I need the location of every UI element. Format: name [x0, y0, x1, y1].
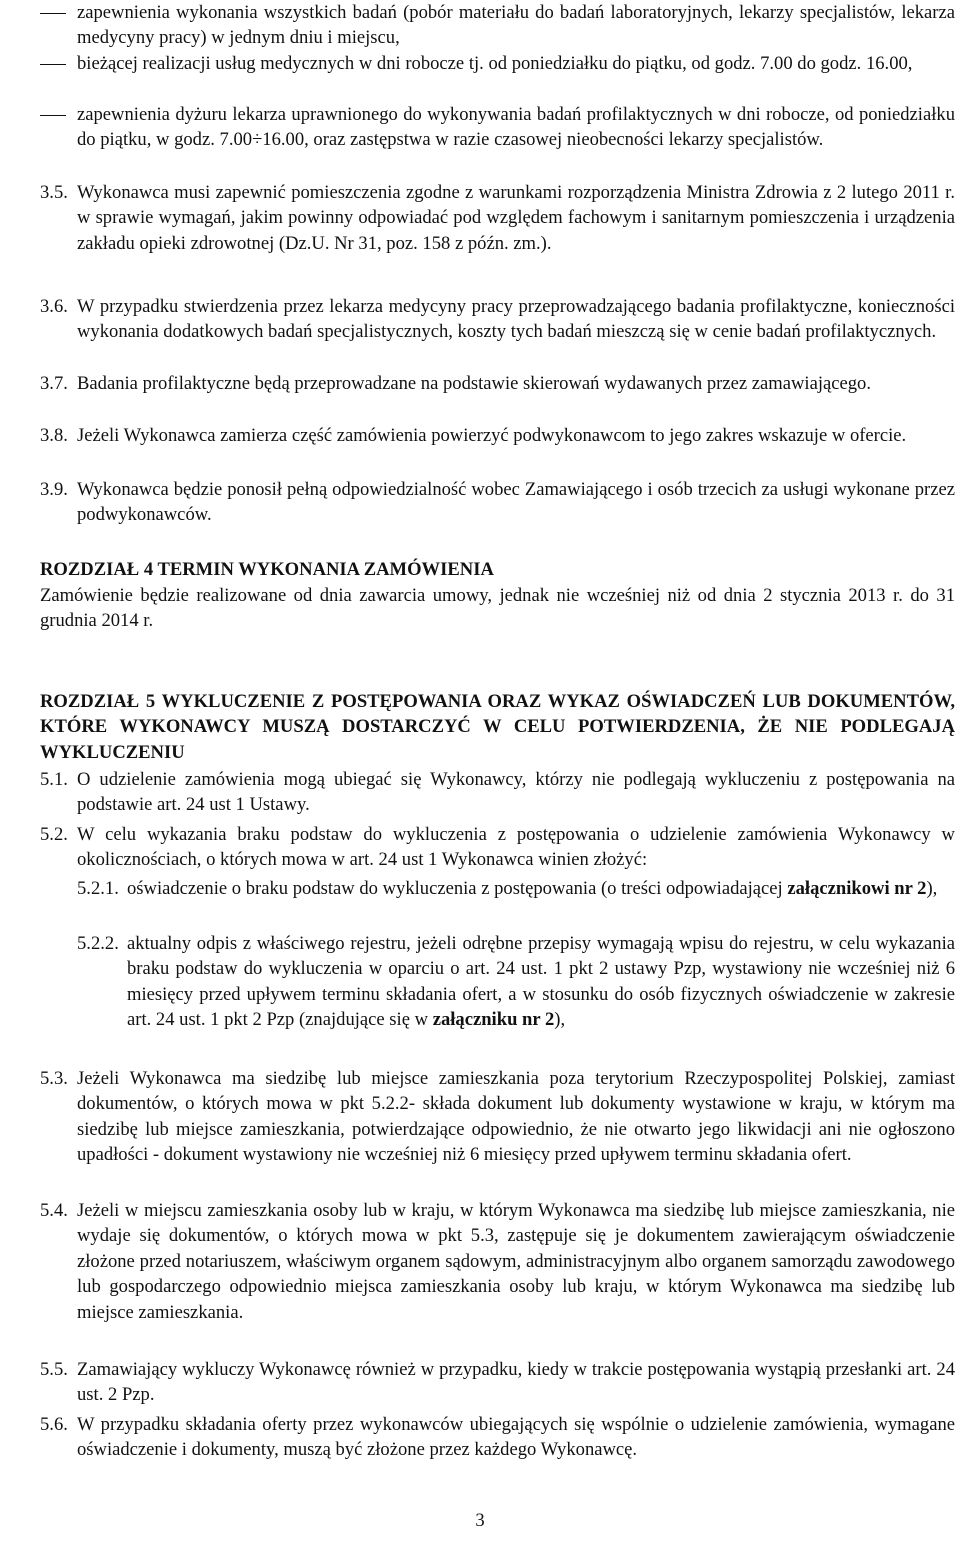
item-text-5-6: W przypadku składania oferty przez wykonawców ubiegających się wspólnie o udzielenie zamówienia, wymagane oświadczenie i dokumenty, muszą być złożone przez każdego Wykonawcę.	[77, 1414, 955, 1461]
bullet-item-1: zapewnienia wykonania wszystkich badań (pobór materiału do badań laboratoryjnych, lekarzy specjalistów, lekarza medycyny pracy) w jednym dniu i miejscu,	[77, 2, 955, 49]
item-text-5-5: Zamawiający wykluczy Wykonawcę również w przypadku, kiedy w trakcie postępowania wystąpią przesłanki art. 24 ust. 2 Pzp.	[77, 1359, 955, 1406]
chapter-5-title: ROZDZIAŁ 5 WYKLUCZENIE Z POSTĘPOWANIA ORAZ WYKAZ OŚWIADCZEŃ LUB DOKUMENTÓW, KTÓRE WYKONAWCY MUSZĄ DOSTARCZYĆ W CELU POTWIERDZENIA, ŻE NIE PODLEGAJĄ WYKLUCZENIU	[40, 691, 955, 763]
bullet-item-3: zapewnienia dyżuru lekarza uprawnionego do wykonywania badań profilaktycznych w dni robocze, od poniedziałku do piątku, w godz. 7.00÷16.00, oraz zastępstwa w razie czasowej nieobecności lekarzy specjalistów.	[77, 104, 955, 151]
item-number-5-2-1: 5.2.1.	[77, 878, 119, 899]
item-text-5-4: Jeżeli w miejscu zamieszkania osoby lub w kraju, w którym Wykonawca ma siedzibę lub miejsce zamieszkania, nie wydaje się dokumentów, o których mowa w pkt 5.3, zastępuje się je dokumentem zawierającym oświadczenie złożone przed notariuszem, właściwym organem sądowym, administracyjnym albo organem samorządu zawodowego lub gospodarczego odpowiednio miejsca zamieszkania osoby lub kraju, w którym Wykonawca ma siedzibę lub miejsce zamieszkania.	[77, 1200, 955, 1323]
item-text-3-5: Wykonawca musi zapewnić pomieszczenia zgodne z warunkami rozporządzenia Ministra Zdrowia z 2 lutego 2011 r. w sprawie wymagań, jakim powinny odpowiadać pod względem fachowym i sanitarnym pomieszczenia i urządzenia zakładu opieki zdrowotnej (Dz.U. Nr 31, poz. 158 z późn. zm.).	[77, 182, 955, 254]
item-number-3-8: 3.8.	[40, 425, 68, 446]
chapter-4-text: Zamówienie będzie realizowane od dnia zawarcia umowy, jednak nie wcześniej niż od dnia 2 stycznia 2013 r. do 31 grudnia 2014 r.	[40, 585, 955, 632]
page-number: 3	[475, 1510, 485, 1531]
item-number-3-7: 3.7.	[40, 373, 68, 394]
item-number-5-3: 5.3.	[40, 1068, 68, 1089]
item-number-5-2: 5.2.	[40, 824, 68, 845]
item-number-5-2-2: 5.2.2.	[77, 933, 119, 954]
bullet-dash	[40, 64, 66, 65]
item-number-3-6: 3.6.	[40, 296, 68, 317]
attachment-reference: załącznikowi nr 2	[787, 878, 927, 899]
item-text-5-1: O udzielenie zamówienia mogą ubiegać się Wykonawcy, którzy nie podlegają wykluczeniu z postępowania na podstawie art. 24 ust 1 Ustawy.	[77, 769, 955, 816]
item-text-5-2-2: aktualny odpis z właściwego rejestru, jeżeli odrębne przepisy wymagają wpisu do rejestru, w celu wykazania braku podstaw do wykluczenia w oparciu o art. 24 ust. 1 pkt 2 ustawy Pzp, wystawiony nie wcześniej niż 6 miesięcy przed upływem terminu składania ofert, a w stosunku do osób fizycznych oświadczenie w zakresie art. 24 ust. 1 pkt 2 Pzp (znajdujące się w załączniku nr 2),	[127, 933, 955, 1031]
item-number-5-5: 5.5.	[40, 1359, 68, 1380]
item-number-3-5: 3.5.	[40, 182, 68, 203]
item-number-5-1: 5.1.	[40, 769, 68, 790]
item-number-3-9: 3.9.	[40, 479, 68, 500]
item-text-5-2: W celu wykazania braku podstaw do wykluczenia z postępowania o udzielenie zamówienia Wykonawcy w okolicznościach, o których mowa w art. 24 ust 1 Wykonawca winien złożyć:	[77, 824, 955, 871]
item-text-3-7: Badania profilaktyczne będą przeprowadzane na podstawie skierowań wydawanych przez zamawiającego.	[77, 373, 871, 394]
item-text-3-6: W przypadku stwierdzenia przez lekarza medycyny pracy przeprowadzającego badania profilaktyczne, konieczności wykonania dodatkowych badań specjalistycznych, koszty tych badań mieszczą się w cenie badań profilaktycznych.	[77, 296, 955, 343]
item-text-3-8: Jeżeli Wykonawca zamierza część zamówienia powierzyć podwykonawcom to jego zakres wskazuje w ofercie.	[77, 425, 907, 446]
item-number-5-6: 5.6.	[40, 1414, 68, 1435]
bullet-item-2: bieżącej realizacji usług medycznych w dni robocze tj. od poniedziałku do piątku, od godz. 7.00 do godz. 16.00,	[77, 53, 913, 74]
bullet-dash	[40, 13, 66, 14]
item-number-5-4: 5.4.	[40, 1200, 68, 1221]
item-text-5-3: Jeżeli Wykonawca ma siedzibę lub miejsce zamieszkania poza terytorium Rzeczypospolitej Polskiej, zamiast dokumentów, o których mowa w pkt 5.2.2- składa dokument lub dokumenty wystawione w kraju, w którym ma siedzibę lub miejsce zamieszkania, potwierdzające odpowiednio, że nie otwarto jego likwidacji ani nie ogłoszono upadłości - dokument wystawiony nie wcześniej niż 6 miesięcy przed upływem terminu składania ofert.	[77, 1068, 955, 1166]
bullet-dash	[40, 115, 66, 116]
item-text-3-9: Wykonawca będzie ponosił pełną odpowiedzialność wobec Zamawiającego i osób trzecich za usługi wykonane przez podwykonawców.	[77, 479, 955, 526]
attachment-reference: załączniku nr 2	[432, 1009, 555, 1031]
item-text-5-2-1: oświadczenie o braku podstaw do wykluczenia z postępowania (o treści odpowiadającej załącznikowi nr 2),	[127, 878, 938, 899]
chapter-4-title: ROZDZIAŁ 4 TERMIN WYKONANIA ZAMÓWIENIA	[40, 559, 494, 580]
